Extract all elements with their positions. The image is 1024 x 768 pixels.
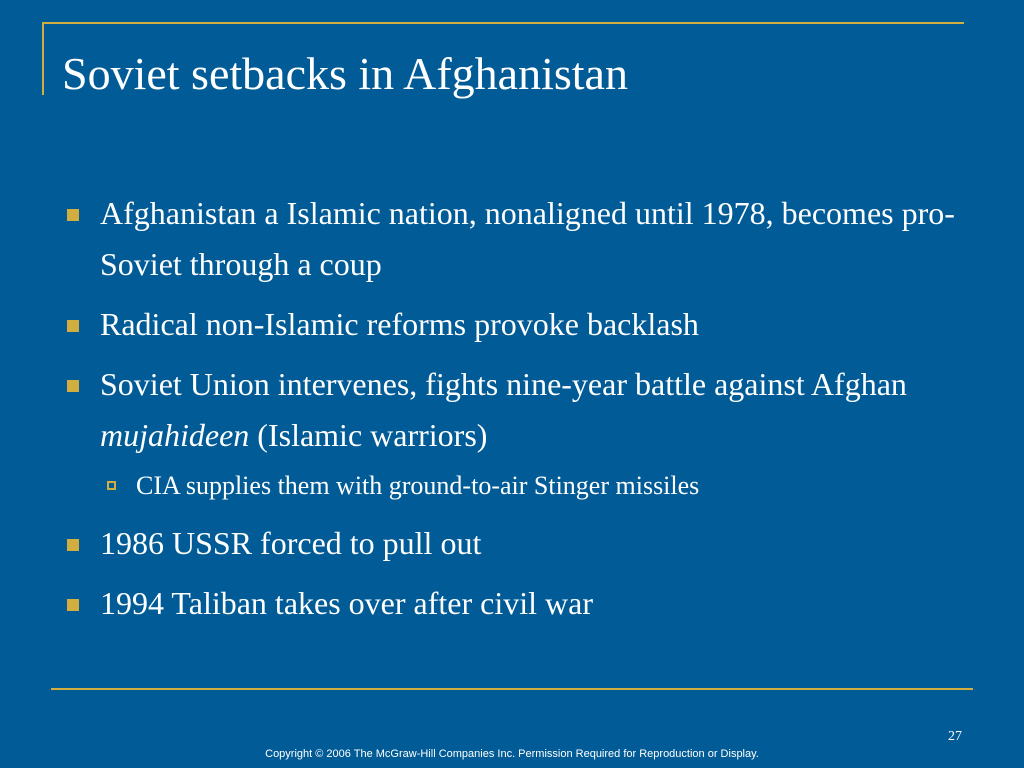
bullet-text-part: Soviet Union intervenes, fights nine-year battle against Afghan xyxy=(100,366,907,402)
bullet-item xyxy=(62,578,962,629)
frame-vertical-line xyxy=(42,22,44,95)
bullet-text-italic: mujahideen xyxy=(100,417,250,453)
sub-bullet-text: CIA supplies them with ground-to-air Stinger missiles xyxy=(136,471,700,500)
page-number: 27 xyxy=(948,729,962,744)
bullet-text: 1986 USSR forced to pull out xyxy=(100,525,482,561)
bullet-list xyxy=(62,188,962,638)
bullet-item xyxy=(62,359,962,461)
bullet-item xyxy=(62,188,962,290)
square-bullet-icon xyxy=(67,599,79,611)
bullet-item xyxy=(62,518,962,569)
slide-title: Soviet setbacks in Afghanistan xyxy=(62,48,628,99)
copyright-footer: Copyright © 2006 The McGraw-Hill Companies Inc. Permission Required for Reproduction or Display. xyxy=(265,748,759,760)
bullet-text-part: (Islamic warriors) xyxy=(249,417,488,453)
frame-bottom-line xyxy=(51,688,973,690)
sub-bullet-item xyxy=(62,466,962,506)
bullet-text: Afghanistan a Islamic nation, nonaligned until 1978, becomes pro-Soviet through a coup xyxy=(100,195,955,282)
bullet-text: 1994 Taliban takes over after civil war xyxy=(100,585,593,621)
frame-top-line xyxy=(42,22,964,24)
hollow-square-bullet-icon xyxy=(107,481,116,490)
square-bullet-icon xyxy=(67,320,79,332)
square-bullet-icon xyxy=(67,209,79,221)
square-bullet-icon xyxy=(67,539,79,551)
bullet-text: Radical non-Islamic reforms provoke backlash xyxy=(100,306,699,342)
square-bullet-icon xyxy=(67,380,79,392)
bullet-item xyxy=(62,299,962,350)
